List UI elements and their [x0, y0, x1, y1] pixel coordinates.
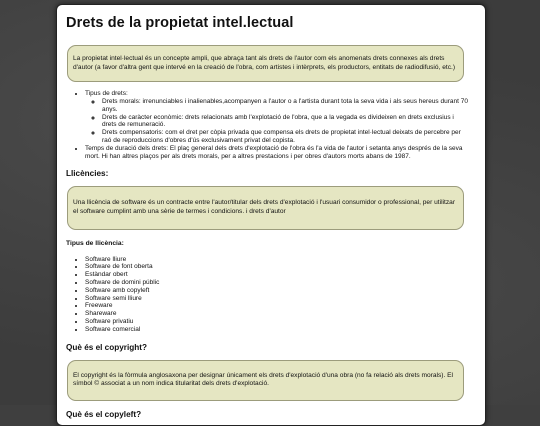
list-item: • Software privatiu	[85, 318, 476, 326]
list-item: • Software comercial	[85, 326, 476, 334]
list-item: • Freeware	[85, 302, 476, 310]
list-item: ◦ Drets morals: irrenunciables i inalienables,acompanyen a l'autor o a l'artista durant tota la seva vida i als seus hereus durant 70 anys.	[102, 98, 470, 114]
list-item: • Software amb copyleft	[85, 287, 476, 295]
licence-types-list	[66, 256, 476, 334]
list-item: • Shareware	[85, 310, 476, 318]
content-page	[56, 4, 486, 426]
list-item: • Software de domini públic	[85, 279, 476, 287]
rights-types-item	[85, 90, 470, 145]
list-item: ◦ Drets de caràcter econòmic: drets relacionats amb l'explotació de l'obra, que a la vegada es divideixen en drets exclusius i drets de remuneració.	[102, 114, 470, 130]
intro-note: La propietat intel·lectual és un concepte ampli, que abraça tant als drets de l'autor com els anomenats drets connexes als drets d'autor (a favor d'altra gent que intervé en la creació de l'obra, com artistes i intèrprets, els productors, entitats de radiodifusió, etc.)	[67, 45, 464, 82]
list-item: • Software semi lliure	[85, 295, 476, 303]
list-item: • Estàndar obert	[85, 271, 476, 279]
rights-duration-item: • Temps de duració dels drets: El plaç general dels drets d'explotació de l'obra és l'a vida de l'autor i setanta anys després de la seva mort. Hi han altres plaços per als drets morals, per a altres prestacions i per obres d'autors morts abans de 1987.	[85, 145, 470, 161]
licences-note: Una llicència de software és un contracte entre l'autor/titular dels drets d'explotació i l'usuari consumidor o professional, per utilitzar el software cumplint amb una sèrie de termes i condicions. i drets d'autor	[67, 186, 464, 229]
rights-types-label: Tipus de drets:	[85, 90, 128, 98]
copyleft-heading: Què és el copyleft?	[66, 409, 142, 419]
licence-types-heading: Tipus de llicència:	[66, 239, 124, 247]
copyright-heading: Què és el copyright?	[66, 342, 147, 352]
list-item: • Software de font oberta	[85, 263, 476, 271]
list-item: ◦ Drets compensatoris: com el dret per còpia privada que compensa els drets de propietat intel·lectual deixats de percebre per raó de reproduccions d'obres d'ús exclusivament privat del copista.	[102, 129, 470, 145]
list-item: • Software lliure	[85, 256, 476, 264]
licences-heading: Llicències:	[66, 169, 109, 179]
copyright-note: El copyright és la fòrmula anglosaxona per designar únicament els drets d'explotació d'una obra (no fa relació als drets morals). El símbol © associat a un nom indica titularitat dels drets d'explotació.	[67, 360, 464, 401]
rights-types-sublist	[85, 98, 470, 145]
page-title: Drets de la propietat intel.lectual	[66, 15, 294, 31]
rights-list	[66, 90, 476, 160]
